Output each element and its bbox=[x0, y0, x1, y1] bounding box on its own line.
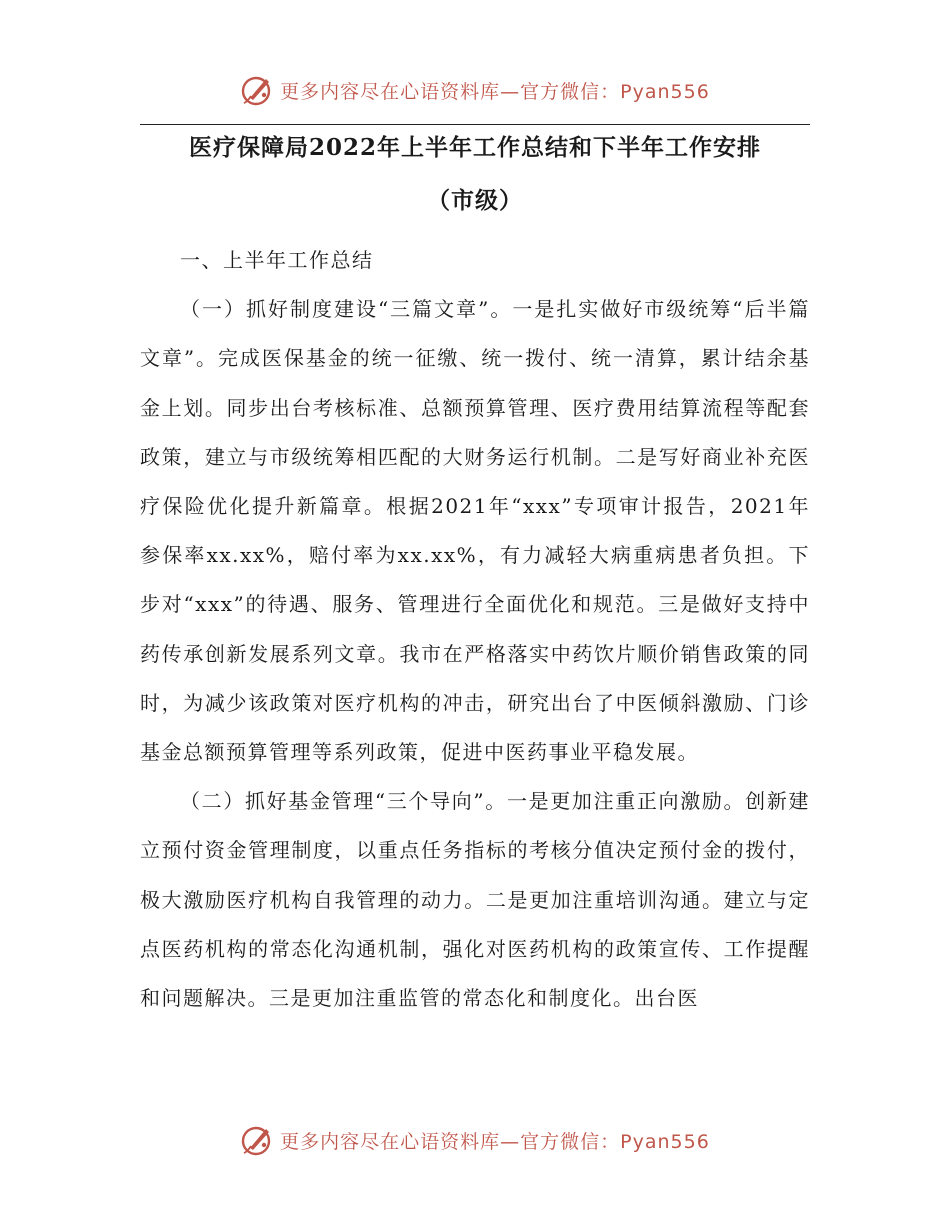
header-divider bbox=[140, 124, 810, 125]
document-subtitle: （市级） bbox=[427, 187, 523, 214]
document-body bbox=[140, 236, 810, 1023]
banner-text: 更多内容尽在心语资料库—官方微信：Pyan556 bbox=[280, 80, 710, 103]
footer-banner bbox=[0, 1118, 950, 1162]
header-banner bbox=[0, 68, 950, 112]
paragraph-1: （一）抓好制度建设“三篇文章”。一是扎实做好市级统筹“后半篇文章”。完成医保基金的统一征缴、统一拨付、统一清算，累计结余基金上划。同步出台考核标准、总额预算管理、医疗费用结算流程等配套政策，建立与市级统筹相匹配的大财务运行机制。二是写好商业补充医疗保险优化提升新篇章。根据2021年“xxx”专项审计报告，2021年参保率xx.xx%，赔付率为xx.xx%，有力减轻大病重病患者负担。下步对“xxx”的待遇、服务、管理进行全面优化和规范。三是做好支持中药传承创新发展系列文章。我市在严格落实中药饮片顺价销售政策的同时，为减少该政策对医疗机构的冲击，研究出台了中医倾斜激励、门诊基金总额预算管理等系列政策，促进中医药事业平稳发展。 bbox=[140, 297, 810, 765]
quill-logo-icon bbox=[240, 1123, 274, 1157]
section-heading: 一、上半年工作总结 bbox=[180, 248, 374, 272]
paragraph-2: （二）抓好基金管理“三个导向”。一是更加注重正向激励。创新建立预付资金管理制度，以重点任务指标的考核分值决定预付金的拨付，极大激励医疗机构自我管理的动力。二是更加注重培训沟通。建立与定点医药机构的常态化沟通机制，强化对医药机构的政策宣传、工作提醒和问题解决。三是更加注重监管的常态化和制度化。出台医 bbox=[140, 789, 810, 1011]
banner-text: 更多内容尽在心语资料库—官方微信：Pyan556 bbox=[280, 1130, 710, 1153]
quill-logo-icon bbox=[240, 73, 274, 107]
document-title: 医疗保障局2022年上半年工作总结和下半年工作安排 bbox=[188, 134, 761, 161]
